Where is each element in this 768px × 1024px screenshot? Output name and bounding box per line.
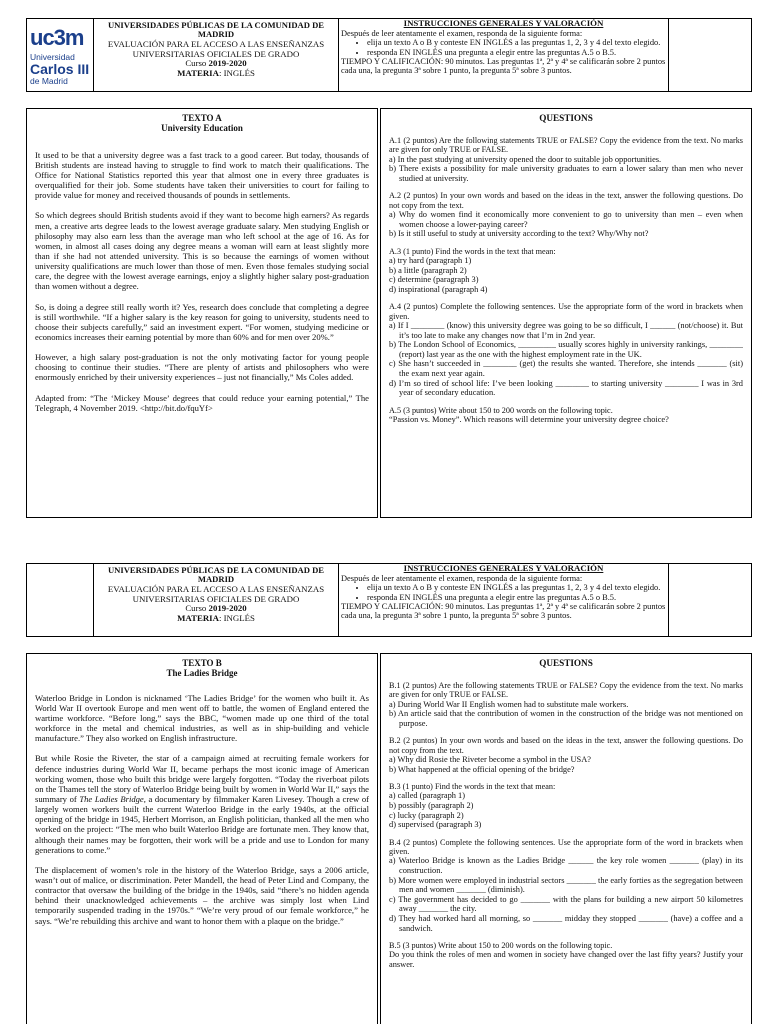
source-citation: Adapted from: “The ‘Mickey Mouse’ degrees that could reduce your earning potential,” The Telegraph, 4 November 2019. <http://bit.do/fquYf> — [35, 392, 369, 413]
questions-b-column — [380, 653, 752, 1024]
paragraph: So, is doing a degree still really worth it? Yes, research does conclude that completing a degree is still worthwhile. “If a higher salary is the key reason for going to university, students need to choose their subjects carefully,” said an investment expert. “For women, studying medicine or economics increases their earning potential by more than 60% and for men over 20%.” — [35, 301, 369, 342]
question-head: A.3 (1 punto) Find the words in the text that mean: — [389, 246, 556, 256]
question-item: b) possibly (paragraph 2) — [389, 801, 474, 811]
university-info — [94, 564, 339, 636]
question-item: b) Is it still useful to study at university according to the text? Why/Why not? — [389, 229, 649, 239]
question-b4 — [389, 838, 743, 933]
instructions-intro: Después de leer atentamente el examen, responda de la siguiente forma: — [341, 28, 583, 38]
header-table — [26, 563, 752, 637]
questions-title: QUESTIONS — [539, 113, 593, 123]
question-item: a) Why do women find it economically more convenient to go to university than men – even when women choose a lower-paying career? — [389, 209, 743, 229]
question-b2 — [389, 736, 743, 774]
question-item: b) a little (paragraph 2) — [389, 265, 467, 275]
question-a1 — [389, 136, 743, 183]
paragraph: Waterloo Bridge in London is nicknamed ‘The Ladies Bridge’ for the women who built it. As World War II overtook Europe and men went off to battle, the women of England entered the wartime workforce. “Before long,” says the BBC, “women made up one third of the total workforce in the metal and chemical industries, as well as in ship-building and vehicle manufacture.” They also worked on English infrastructure. — [35, 692, 369, 744]
question-item: a) During World War II English women had to substitute male workers. — [389, 699, 629, 709]
question-head: B.4 (2 puntos) Complete the following sentences. Use the appropriate form of the word in brackets when given. — [389, 837, 743, 857]
curso-value: 2019-2020 — [208, 603, 247, 614]
text-title: University Education — [161, 123, 243, 134]
question-head: A.2 (2 puntos) In your own words and based on the ideas in the text, answer the following questions. Do not copy from the text. — [389, 191, 743, 210]
question-a5 — [389, 406, 743, 425]
question-item: c) determine (paragraph 3) — [389, 275, 479, 285]
blank-cell — [669, 19, 751, 91]
materia-label: MATERIA — [177, 612, 219, 623]
university-info — [94, 19, 339, 91]
question-a4 — [389, 302, 743, 397]
logo-text: uc3m — [30, 25, 84, 50]
instructions-title: INSTRUCCIONES GENERALES Y VALORACIÓN — [403, 18, 604, 28]
logo-sub-1: Universidad — [30, 52, 75, 62]
question-item: d) They had worked hard all morning, so _______ midday they stopped _______ (have) a coffee and a sandwich. — [389, 913, 743, 933]
question-head: A.1 (2 puntos) Are the following statements TRUE or FALSE? Copy the evidence from the text. No marks are given for only TRUE or FALSE. — [389, 135, 743, 155]
question-head: B.1 (2 puntos) Are the following statements TRUE or FALSE? Copy the evidence from the text. No marks are given for only TRUE or FALSE. — [389, 680, 743, 700]
question-item: b) There exists a possibility for male university graduates to earn a lower salary than men who never studied at university. — [389, 164, 743, 183]
uni-title: UNIVERSIDADES PÚBLICAS DE LA COMUNIDAD DE MADRID — [107, 20, 325, 40]
materia-label: MATERIA — [177, 67, 219, 78]
paragraph: The displacement of women’s role in the history of the Waterloo Bridge, says a 2006 article, wasn’t out of malice, or discrimination. Peter Mandell, the head of Peter Lind and Company, the contractor that oversaw the building of the bridge in the 1940s, said “there’s no hidden agenda behind their unacknowledged achievements – the archive was simply lost when Lind temporarily suspended trading in the 1970s.” “We’re very proud of our female workforce,” he says. “We’re rebuilding this archive and want to honor them with a plaque on the bridge.” — [35, 864, 369, 926]
question-head: A.4 (2 puntos) Complete the following sentences. Use the appropriate form of the word in brackets when given. — [389, 302, 743, 321]
instruction-item: • elija un texto A o B y conteste EN INGLÉS a las preguntas 1, 2, 3 y 4 del texto elegido. — [367, 583, 666, 592]
questions-title: QUESTIONS — [539, 658, 593, 668]
question-head: B.5 (3 puntos) Write about 150 to 200 words on the following topic. — [389, 941, 613, 951]
question-item: a) called (paragraph 1) — [389, 791, 466, 801]
question-item: b) An article said that the contribution of women in the construction of the bridge was not mentioned on purpose. — [389, 709, 743, 728]
question-a2 — [389, 191, 743, 238]
text-title: The Ladies Bridge — [166, 668, 238, 679]
question-item: a) try hard (paragraph 1) — [389, 256, 472, 266]
question-item: a) If I ________ (know) this university degree was going to be so difficult, I ______ (not/choose) it. But it’s too late to make any changes now that I’m in 2nd year. — [389, 321, 743, 340]
question-item: b) More women were employed in industrial sectors _______ the early forties as the segregation between men and women _______ (diminish). — [389, 875, 743, 895]
curso-label: Curso — [185, 58, 207, 69]
uc3m-logo — [27, 19, 94, 91]
question-item: b) The London School of Economics, _________ usually scores highly in university rankings, ________ (report) last year as the one with the highest employment rate in the UK. — [389, 340, 743, 359]
question-item: a) In the past studying at university opened the door to suitable job opportunities. — [389, 154, 662, 164]
materia-value: : INGLÉS — [218, 67, 255, 78]
question-b3 — [389, 782, 743, 830]
question-item: c) The government has decided to go _______ with the plans for building a new airport 50 kilometres away _______ the city. — [389, 894, 743, 914]
question-item: d) inspirational (paragraph 4) — [389, 284, 488, 294]
question-item: d) supervised (paragraph 3) — [389, 820, 482, 830]
questions-a-column — [380, 108, 752, 518]
instruction-item: • elija un texto A o B y conteste EN INGLÉS a las preguntas 1, 2, 3 y 4 del texto elegido. — [367, 38, 666, 47]
paragraph: So which degrees should British students avoid if they want to become high earners? As regards men, a creative arts degree leads to the lowest average graduate salary. Men studying English or philosophy may also earn less than the average man who left school at the age of 16. As for women, in almost all cases doing any degree means a woman will earn at least slightly more than if she had not attended university. This is so because the earnings of women without university qualifications are much lower than those of men. Even those females studying social care, the degree with the lowest average earnings, enjoy a slightly higher salary post-graduation than women without a degree. — [35, 210, 369, 292]
question-item: c) She hasn’t succeeded in ________ (get) the results she wanted. Therefore, she intends _______ (sit) the exam next year again. — [389, 359, 743, 378]
instructions-list — [341, 38, 666, 57]
instructions — [339, 19, 669, 91]
paragraph: However, a high salary post-graduation is not the only motivating factor for young people choosing to continue their studies. “There are plenty of artists and philosophers who were enormously enriched by their university experiences – just not financially,” Ms Coles added. — [35, 352, 369, 383]
question-head: A.5 (3 puntos) Write about 150 to 200 words on the following topic. — [389, 405, 613, 415]
text-b-column — [26, 653, 378, 1024]
question-b5 — [389, 941, 743, 970]
exam-title: EVALUACIÓN PARA EL ACCESO A LAS ENSEÑANZAS UNIVERSITARIAS OFICIALES DE GRADO — [107, 38, 325, 59]
paragraph — [35, 753, 369, 854]
text-a-column — [26, 108, 378, 518]
paragraph: It used to be that a university degree was a fast track to a good career. But today, thousands of British students are instead having to struggle to find work to match their qualifications. The Office for National Statistics reported this year that almost one in every three graduates is overqualified for their job. Some students have taken their universities to court for failing to provide value for money and received thousands of pounds in settlements. — [35, 149, 369, 201]
question-a3 — [389, 247, 743, 295]
essay-topic: Do you think the roles of men and women in society have changed over the last fifty years? Justify your answer. — [389, 950, 743, 970]
logo-sub-3: de Madrid — [30, 75, 68, 86]
question-item: c) lucky (paragraph 2) — [389, 810, 464, 820]
question-item: b) What happened at the official opening of the bridge? — [389, 764, 575, 774]
time-and-scoring: TIEMPO Y CALIFICACIÓN: 90 minutos. Las preguntas 1ª, 2ª y 4ª se calificarán sobre 2 puntos cada una, la pregunta 3ª sobre 1 punto, la pregunta 5ª sobre 3 puntos. — [341, 602, 666, 621]
blank-cell — [669, 564, 751, 636]
instruction-item: • responda EN INGLÉS una pregunta a elegir entre las preguntas A.5 o B.5. — [367, 593, 666, 602]
logo-cell-empty — [27, 564, 94, 636]
paragraph-part: , a documentary by filmmaker Karen Livesey. Though a crew of largely women workers built the current Waterloo Bridge in the early 1940s, at the official opening of the bridge in 1945, Herbert Morrison, an English politician, thanked all the men who worked on the project: “The men who built Waterloo Bridge are fortunate men. They know that, although their names may be forgotten, their work will be a pride and use to London for many generations to come.” — [35, 793, 369, 855]
text-label: TEXTO B — [182, 658, 222, 668]
uni-title: UNIVERSIDADES PÚBLICAS DE LA COMUNIDAD DE MADRID — [107, 565, 325, 585]
instruction-item: • responda EN INGLÉS una pregunta a elegir entre las preguntas A.5 o B.5. — [367, 48, 666, 57]
documentary-title: The Ladies Bridge — [79, 793, 144, 804]
instructions — [339, 564, 669, 636]
materia-line — [94, 614, 338, 624]
question-item: a) Waterloo Bridge is known as the Ladies Bridge ______ the key role women _______ (play) in its construction. — [389, 856, 743, 876]
time-and-scoring: TIEMPO Y CALIFICACIÓN: 90 minutos. Las preguntas 1ª, 2ª y 4ª se calificarán sobre 2 puntos cada una, la pregunta 3ª sobre 1 punto, la pregunta 5ª sobre 3 puntos. — [341, 57, 666, 76]
question-item: d) I’m so tired of school life: I’ve been looking ________ to starting university ________ I was in 3rd year of secondary education. — [389, 378, 743, 398]
text-label: TEXTO A — [182, 113, 222, 123]
instructions-list — [341, 583, 666, 602]
header-table — [26, 18, 752, 92]
logo-sub-2: Carlos III — [30, 60, 90, 77]
logo-subtitle — [30, 53, 89, 86]
question-b1 — [389, 681, 743, 728]
paragraph-part: But while Rosie the Riveter, the star of a campaign aimed at recruiting female workers for defence industries during World War II, became perhaps the most iconic image of American working women, those who built this bridge were largely forgotten. “Today the riverboat pilots on the Thames tell the story of Waterloo Bridge being built by women in World War II,” says the summary of — [35, 753, 369, 804]
materia-value: : INGLÉS — [218, 612, 255, 623]
instructions-title: INSTRUCCIONES GENERALES Y VALORACIÓN — [403, 563, 604, 573]
instructions-intro: Después de leer atentamente el examen, responda de la siguiente forma: — [341, 573, 583, 583]
question-item: a) Why did Rosie the Riveter become a symbol in the USA? — [389, 754, 591, 764]
materia-line — [94, 69, 338, 79]
essay-topic: “Passion vs. Money”. Which reasons will determine your university degree choice? — [389, 415, 669, 425]
exam-title: EVALUACIÓN PARA EL ACCESO A LAS ENSEÑANZAS UNIVERSITARIAS OFICIALES DE GRADO — [107, 583, 325, 604]
curso-value: 2019-2020 — [208, 58, 247, 69]
curso-label: Curso — [185, 603, 207, 614]
question-head: B.2 (2 puntos) In your own words and based on the ideas in the text, answer the following questions. Do not copy from the text. — [389, 736, 743, 755]
question-head: B.3 (1 punto) Find the words in the text that mean: — [389, 782, 556, 792]
